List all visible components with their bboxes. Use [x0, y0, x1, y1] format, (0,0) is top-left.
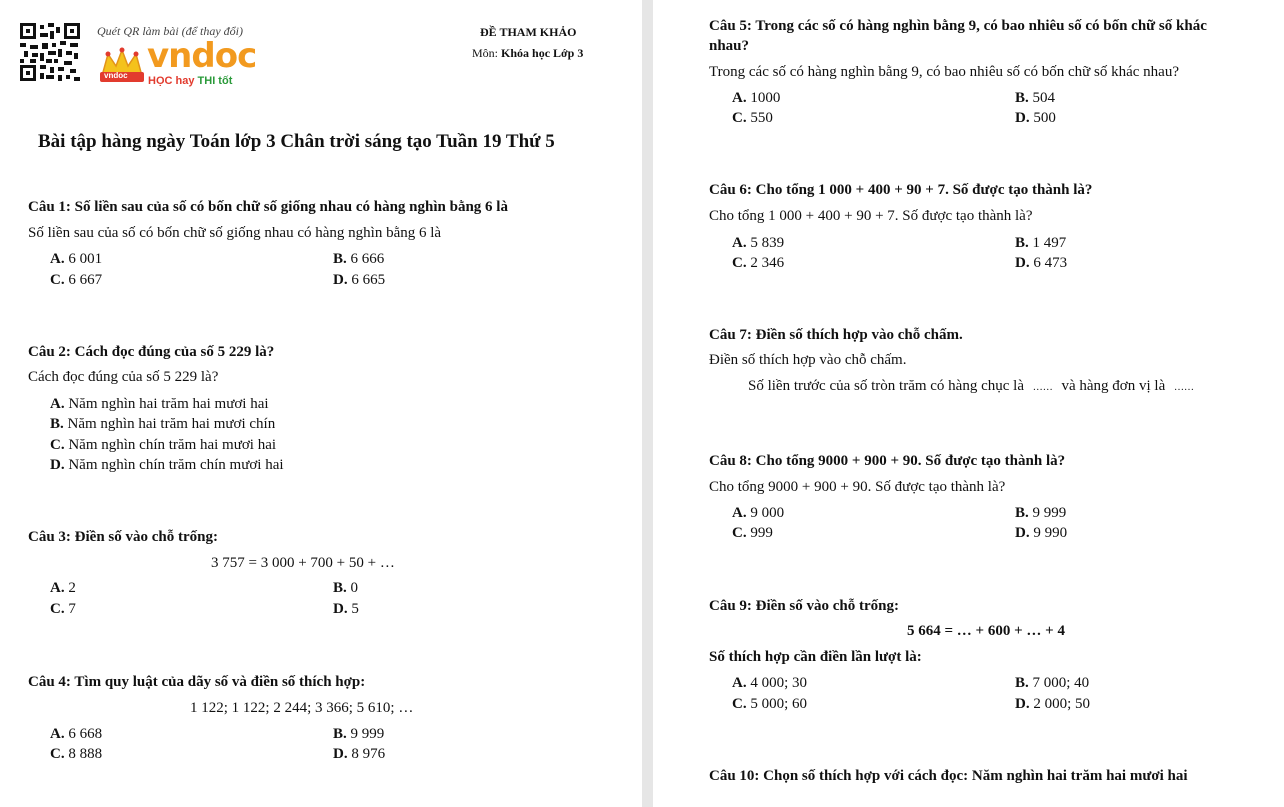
question-5-heading-line1: Câu 5: Trong các số có hàng nghìn bằng 9, có bao nhiêu số có bốn chữ số khác [709, 18, 1207, 34]
question-9-prompt: Số thích hợp cần điền lần lượt là: [709, 649, 922, 665]
question-9-option-c: C. 5 000; 60 [732, 696, 808, 712]
question-7-heading: Câu 7: Điền số thích hợp vào chỗ chấm. [709, 327, 963, 343]
logo-badge-text: vndoc [104, 71, 128, 80]
question-6-heading: Câu 6: Cho tổng 1 000 + 400 + 90 + 7. Số được tạo thành là? [709, 182, 1093, 198]
question-8-option-d: D. 9 990 [1015, 525, 1068, 541]
question-5-option-b: B. 504 [1015, 90, 1056, 106]
question-8-text: Cho tổng 9000 + 900 + 90. Số được tạo thành là? [709, 479, 1006, 495]
doc-type: ĐỀ THAM KHẢO [480, 25, 577, 39]
question-1-heading: Câu 1: Số liền sau của số có bốn chữ số giống nhau có hàng nghìn bằng 6 là [28, 199, 508, 215]
question-1-option-b: B. 6 666 [333, 251, 385, 267]
question-4-option-c: C. 8 888 [50, 746, 103, 762]
document-page-right [653, 0, 1284, 807]
question-9-option-d: D. 2 000; 50 [1015, 696, 1091, 712]
question-6-option-d: D. 6 473 [1015, 255, 1068, 271]
logo-wordmark: vndoc [147, 36, 257, 76]
question-9-expression: 5 664 = … + 600 + … + 4 [907, 623, 1065, 639]
question-6-option-c: C. 2 346 [732, 255, 785, 271]
question-3-option-a: A. 2 [50, 580, 76, 596]
question-8-option-a: A. 9 000 [732, 505, 785, 521]
question-5-option-a: A. 1000 [732, 90, 781, 106]
question-10-heading: Câu 10: Chọn số thích hợp với cách đọc: Năm nghìn hai trăm hai mươi hai [709, 768, 1188, 784]
subject-line [472, 46, 583, 61]
question-2-text: Cách đọc đúng của số 5 229 là? [28, 369, 219, 385]
question-4-heading: Câu 4: Tìm quy luật của dãy số và điền số thích hợp: [28, 674, 366, 690]
question-1-option-d: D. 6 665 [333, 272, 386, 288]
question-7-fill-line: Số liền trước của số tròn trăm có hàng chục là …… và hàng đơn vị là …… [748, 378, 1194, 394]
question-9-option-a: A. 4 000; 30 [732, 675, 808, 691]
document-title: Bài tập hàng ngày Toán lớp 3 Chân trời sáng tạo Tuần 19 Thứ 5 [38, 131, 555, 152]
question-3-option-d: D. 5 [333, 601, 359, 617]
logo-tagline [148, 75, 232, 87]
question-4-expression: 1 122; 1 122; 2 244; 3 366; 5 610; … [190, 700, 414, 716]
qr-code-icon [20, 23, 80, 81]
question-2-option-a: A. Năm nghìn hai trăm hai mươi hai [50, 396, 269, 412]
question-2-option-d: D. Năm nghìn chín trăm chín mươi hai [50, 457, 284, 473]
question-5-text: Trong các số có hàng nghìn bằng 9, có bao nhiêu số có bốn chữ số khác nhau? [709, 64, 1179, 80]
subject-value: Khóa học Lớp 3 [501, 46, 584, 60]
question-2-option-c: C. Năm nghìn chín trăm hai mươi hai [50, 437, 277, 453]
subject-label: Môn: [472, 46, 499, 60]
question-3-option-c: C. 7 [50, 601, 76, 617]
question-8-option-b: B. 9 999 [1015, 505, 1067, 521]
question-1-option-c: C. 6 667 [50, 272, 103, 288]
blank-2: …… [1173, 382, 1194, 393]
question-4-option-a: A. 6 668 [50, 726, 103, 742]
question-6-option-a: A. 5 839 [732, 235, 785, 251]
question-3-expression: 3 757 = 3 000 + 700 + 50 + … [211, 555, 395, 571]
question-3-heading: Câu 3: Điền số vào chỗ trống: [28, 529, 218, 545]
question-6-text: Cho tổng 1 000 + 400 + 90 + 7. Số được tạo thành là? [709, 208, 1033, 224]
tagline-part1: HỌC hay [148, 75, 195, 87]
question-8-option-c: C. 999 [732, 525, 773, 541]
question-4-option-b: B. 9 999 [333, 726, 385, 742]
question-4-option-d: D. 8 976 [333, 746, 386, 762]
question-6-option-b: B. 1 497 [1015, 235, 1067, 251]
question-7-text: Điền số thích hợp vào chỗ chấm. [709, 352, 907, 368]
tagline-part2: THI tốt [197, 75, 233, 87]
question-1-text: Số liền sau của số có bốn chữ số giống nhau có hàng nghìn bằng 6 là [28, 225, 442, 241]
question-5-option-c: C. 550 [732, 110, 773, 126]
question-5-option-d: D. 500 [1015, 110, 1056, 126]
qr-note: Quét QR làm bài (để thay đổi) [97, 24, 243, 38]
question-2-heading: Câu 2: Cách đọc đúng của số 5 229 là? [28, 344, 275, 360]
blank-1: …… [1032, 382, 1053, 393]
question-9-option-b: B. 7 000; 40 [1015, 675, 1090, 691]
question-3-option-b: B. 0 [333, 580, 359, 596]
question-9-heading: Câu 9: Điền số vào chỗ trống: [709, 598, 899, 614]
question-8-heading: Câu 8: Cho tổng 9000 + 900 + 90. Số được tạo thành là? [709, 453, 1066, 469]
question-1-option-a: A. 6 001 [50, 251, 103, 267]
question-5-heading-line2: nhau? [709, 38, 750, 54]
question-2-option-b: B. Năm nghìn hai trăm hai mươi chín [50, 416, 276, 432]
